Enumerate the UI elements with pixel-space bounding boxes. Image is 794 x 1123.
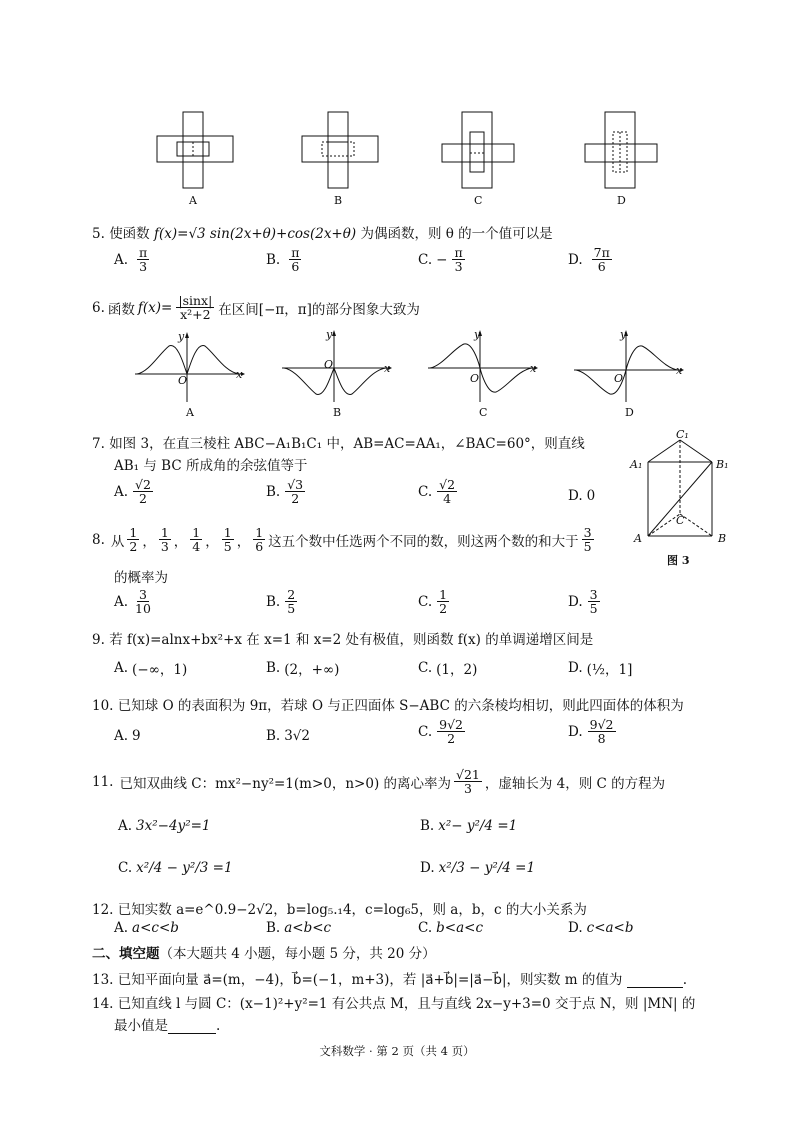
option-text: 9	[132, 728, 141, 744]
numerator: √2	[135, 477, 151, 492]
fraction-half: $\frac{1}{2}$	[129, 525, 138, 555]
fraction	[592, 246, 612, 273]
option-text: 3√2	[284, 728, 310, 744]
q11-number: 11.	[92, 773, 114, 790]
option-label: D.	[568, 593, 583, 610]
q7-text-1: 如图 3，在直三棱柱 ABC−A₁B₁C₁ 中，AB=AC=AA₁，∠BAC=60°，则直线	[109, 436, 585, 452]
q7-option-d	[568, 488, 595, 504]
option-label: A.	[114, 660, 129, 676]
denominator: 2	[439, 601, 448, 617]
fraction	[289, 246, 301, 273]
denominator: 4	[443, 491, 452, 507]
numerator: 3	[583, 525, 592, 540]
section-heading	[92, 942, 436, 962]
q8-mid: 这五个数中任选两个不同的数，则这两个数的和大于	[268, 533, 579, 550]
denominator: 5	[589, 601, 598, 617]
q8-option-d	[568, 588, 601, 615]
option-label: C.	[418, 483, 433, 500]
option-text: x²− y²/4 =1	[438, 818, 518, 834]
q6-a-origin: O	[178, 374, 188, 387]
numerator: 1	[439, 587, 448, 602]
q13-number: 13.	[92, 972, 114, 988]
q7-line2: AB₁ 与 BC 所成角的余弦值等于	[114, 458, 308, 474]
denominator: x²+2	[180, 307, 211, 323]
q14-number: 14.	[92, 996, 114, 1012]
section-title: 二、填空题	[92, 946, 160, 962]
fraction	[437, 478, 457, 505]
q9-option-a	[114, 658, 187, 678]
q14-text-1: 已知直线 l 与圆 C：(x−1)²+y²=1 有公共点 M，且与直线 2x−y+3=0 交于点 N，则 |MN| 的	[117, 996, 696, 1012]
option-label: C.	[418, 251, 433, 268]
q5-option-a	[114, 246, 150, 273]
q12-option-b	[266, 920, 331, 936]
q6-graph-d	[574, 332, 684, 402]
q14-answer-blank[interactable]	[168, 1021, 216, 1034]
q5-stem	[92, 222, 553, 242]
denominator: 3	[454, 259, 463, 275]
fraction-quarter: $\frac{1}{4}$	[192, 525, 201, 555]
option-text: c<a<b	[586, 920, 634, 936]
fraction	[437, 588, 449, 615]
option-label: A.	[114, 251, 129, 268]
cross-figure-b	[300, 110, 380, 190]
q6-graph-c	[428, 332, 538, 402]
option-sign: −	[436, 251, 448, 268]
fraction	[437, 718, 465, 745]
q6-f: f(x)=	[137, 299, 173, 316]
question-13	[92, 968, 687, 988]
q13-answer-blank[interactable]	[627, 975, 683, 988]
q9-stem	[92, 628, 593, 648]
q12-stem	[92, 898, 587, 918]
option-label: A.	[114, 593, 129, 610]
option-label: B.	[266, 728, 281, 744]
q8-option-a	[114, 588, 154, 615]
q12-number: 12.	[92, 902, 114, 918]
q11-option-a	[118, 818, 211, 834]
option-label: A.	[114, 483, 129, 500]
denominator: 6	[597, 259, 606, 275]
fraction-fifth: $\frac{1}{5}$	[223, 525, 232, 555]
option-label: B.	[266, 920, 281, 936]
option-label: C.	[418, 723, 433, 740]
option-label: A.	[118, 818, 133, 834]
q6-graph-b	[282, 332, 392, 402]
q6-pre: 函数	[107, 301, 135, 318]
denominator: 6	[255, 539, 264, 555]
numerator: √21	[456, 767, 480, 782]
fraction	[133, 588, 153, 615]
figure-label-a: A	[189, 194, 197, 207]
q6-d-axis-y: y	[620, 328, 627, 341]
option-label: C.	[418, 920, 433, 936]
figure-label-b: B	[334, 194, 343, 207]
option-label: B.	[420, 818, 435, 834]
denominator: 8	[597, 731, 606, 747]
q11-pre: 已知双曲线 C：mx²−ny²=1(m>0，n>0) 的离心率为	[119, 775, 451, 792]
option-text: a<b<c	[284, 920, 332, 936]
q6-c-origin: O	[470, 372, 480, 385]
numerator: π	[291, 245, 300, 260]
option-label: B.	[266, 660, 281, 676]
option-text: (½，1]	[586, 662, 633, 678]
numerator: 3	[139, 587, 147, 602]
q10-text: 已知球 O 的表面积为 9π，若球 O 与正四面体 S−ABC 的六条棱均相切，则此四面体的体积为	[117, 698, 684, 714]
denominator: 4	[192, 539, 201, 555]
prism-point-c: C	[676, 514, 685, 527]
q5-function: f(x)=√3 sin(2x+θ)+cos(2x+θ)	[153, 226, 357, 242]
prism-point-a1: A₁	[630, 458, 643, 471]
fraction-target	[582, 526, 594, 553]
numerator: 7π	[593, 245, 610, 260]
q5-option-d	[568, 246, 613, 273]
fraction	[588, 718, 616, 745]
q6-number: 6.	[92, 299, 105, 316]
cross-figure-d	[583, 110, 663, 190]
option-text: a<c<b	[132, 920, 179, 936]
q10-option-c	[418, 718, 466, 745]
option-label: B.	[266, 251, 281, 268]
q6-graph-label-a: A	[186, 406, 194, 419]
q8-line2: 的概率为	[114, 570, 168, 586]
option-text: x²/3 − y²/4 =1	[438, 860, 536, 876]
option-label: A.	[114, 920, 129, 936]
numerator: π	[139, 245, 148, 260]
option-text: 3x²−4y²=1	[136, 818, 211, 834]
q9-number: 9.	[92, 632, 105, 648]
option-label: C.	[418, 593, 433, 610]
q8-option-c	[418, 588, 450, 615]
q6-d-axis-x: x	[676, 364, 683, 377]
q6-stem	[92, 294, 420, 321]
q12-option-a	[114, 920, 179, 936]
denominator: 3	[463, 781, 472, 797]
q8-option-b	[266, 588, 298, 615]
q5-pre: 使函数	[109, 226, 150, 242]
denominator: 2	[447, 731, 456, 747]
q5-option-b	[266, 246, 302, 273]
q14-period: .	[216, 1018, 221, 1034]
q11-option-b	[420, 818, 517, 834]
option-label: D.	[568, 920, 583, 936]
option-label: D.	[568, 723, 583, 740]
numerator: |sinx|	[178, 293, 213, 308]
q7-option-a	[114, 478, 154, 505]
option-label: D.	[420, 860, 435, 876]
q6-graph-label-c: C	[479, 406, 488, 419]
option-label: D.	[568, 488, 583, 504]
q11-option-d	[420, 860, 535, 876]
q11-option-c	[118, 860, 233, 876]
option-label: C.	[118, 860, 133, 876]
q14-line1	[92, 992, 695, 1012]
q8-stem: 8. 从 $\frac{1}{2}$ ， $\frac{1}{3}$ ， $\frac{1}{4}$ ， $\frac{1}{5}$ ， $\frac{1}{6}$ 这五个数中任选两个不同的数，则这两个数的和大于 $\frac{3}{5}$	[92, 525, 592, 555]
fraction	[285, 588, 297, 615]
option-label: A.	[114, 728, 129, 744]
prism-point-c1: C₁	[676, 428, 689, 441]
q6-fraction	[176, 294, 214, 321]
option-label: D.	[568, 660, 583, 676]
q9-option-b	[266, 658, 339, 678]
q11-post: ，虚轴长为 4，则 C 的方程为	[484, 775, 666, 792]
prism-point-a: A	[634, 532, 642, 545]
numerator: π	[454, 245, 463, 260]
q10-option-d	[568, 718, 617, 745]
q7-line1	[92, 432, 585, 452]
q9-option-d	[568, 658, 632, 678]
fraction	[588, 588, 600, 615]
q9-text: 若 f(x)=alnx+bx²+x 在 x=1 和 x=2 处有极值，则函数 f(x) 的单调递增区间是	[109, 632, 594, 648]
numerator: 9√2	[439, 717, 464, 732]
denominator: 2	[139, 491, 147, 507]
numerator: 2	[287, 587, 296, 602]
option-text: (1，2)	[436, 662, 478, 678]
q9-option-c	[418, 658, 477, 678]
q10-option-a	[114, 728, 141, 744]
denominator: 5	[223, 539, 232, 555]
cross-figure-a	[155, 110, 235, 190]
q13-text: 已知平面向量 a⃗=(m，−4)，b⃗=(−1，m+3)，若 |a⃗+b⃗|=|a⃗−b⃗|，则实数 m 的值为	[117, 972, 623, 988]
q7-option-b	[266, 478, 306, 505]
option-text: b<a<c	[436, 920, 484, 936]
q13-period: .	[682, 972, 687, 988]
q6-b-axis-y: y	[326, 328, 333, 341]
q14-line2	[114, 1014, 220, 1034]
denominator: 2	[129, 539, 138, 555]
fraction-eccentricity	[454, 768, 482, 795]
denominator: 5	[583, 539, 592, 555]
option-text: (−∞，1)	[132, 662, 188, 678]
q8-number: 8.	[92, 531, 105, 548]
fraction	[285, 478, 305, 505]
q7-option-c	[418, 478, 458, 505]
q14-text-2: 最小值是	[114, 1018, 168, 1034]
denominator: 5	[287, 601, 296, 617]
q6-graph-label-d: D	[625, 406, 634, 419]
fraction	[133, 478, 153, 505]
q6-b-axis-x: x	[384, 362, 391, 375]
figure-label-c: C	[474, 194, 483, 207]
numerator: √3	[287, 477, 304, 492]
q6-b-origin: O	[324, 358, 334, 371]
fraction	[452, 246, 464, 273]
q7-number: 7.	[92, 436, 105, 452]
q6-graph-label-b: B	[333, 406, 342, 419]
q10-option-b	[266, 728, 310, 744]
option-label: D.	[568, 251, 583, 268]
page-footer: 文科数学 · 第 2 页（共 4 页）	[319, 1044, 475, 1058]
q5-number: 5.	[92, 226, 105, 242]
option-text: 0	[586, 488, 596, 504]
option-text: x²/4 − y²/3 =1	[136, 860, 233, 876]
q5-post: 为偶函数，则 θ 的一个值可以是	[360, 226, 553, 242]
q12-option-d	[568, 920, 634, 936]
denominator: 6	[291, 259, 300, 275]
denominator: 2	[291, 491, 300, 507]
figure-label-d: D	[617, 194, 626, 207]
q6-d-origin: O	[614, 372, 624, 385]
numerator: 3	[589, 587, 598, 602]
fraction-third: $\frac{1}{3}$	[160, 525, 169, 555]
option-label: B.	[266, 483, 281, 500]
fraction	[137, 246, 149, 273]
q6-a-axis-x: x	[236, 368, 243, 381]
fraction-sixth: $\frac{1}{6}$	[255, 525, 264, 555]
prism-caption: 图 3	[667, 554, 690, 567]
denominator: 3	[160, 539, 169, 555]
q5-option-c	[418, 246, 466, 273]
section-desc: （本大题共 4 小题，每小题 5 分，共 20 分）	[159, 946, 436, 962]
q11-stem	[92, 768, 665, 795]
option-label: B.	[266, 593, 281, 610]
option-label: C.	[418, 660, 433, 676]
q12-option-c	[418, 920, 483, 936]
cross-figure-c	[440, 110, 520, 190]
prism-point-b1: B₁	[716, 458, 729, 471]
q12-text: 已知实数 a=e^0.9−2√2，b=log₅.₁4，c=log₆5，则 a，b，c 的大小关系为	[117, 902, 587, 918]
q10-stem	[92, 694, 684, 714]
q10-number: 10.	[92, 698, 114, 714]
q8-pre: 从	[110, 533, 125, 550]
q6-graph-a	[135, 332, 245, 402]
q6-post: 在区间[−π，π]的部分图象大致为	[218, 301, 420, 318]
denominator: 3	[139, 259, 148, 275]
prism-point-b: B	[718, 532, 727, 545]
option-text: (2，+∞)	[284, 662, 340, 678]
q6-a-axis-y: y	[178, 330, 185, 343]
numerator: √2	[439, 477, 456, 492]
q6-c-axis-x: x	[530, 362, 537, 375]
q6-c-axis-y: y	[474, 328, 481, 341]
prism-figure	[640, 436, 720, 546]
denominator: 10	[135, 601, 151, 617]
numerator: 9√2	[589, 717, 614, 732]
